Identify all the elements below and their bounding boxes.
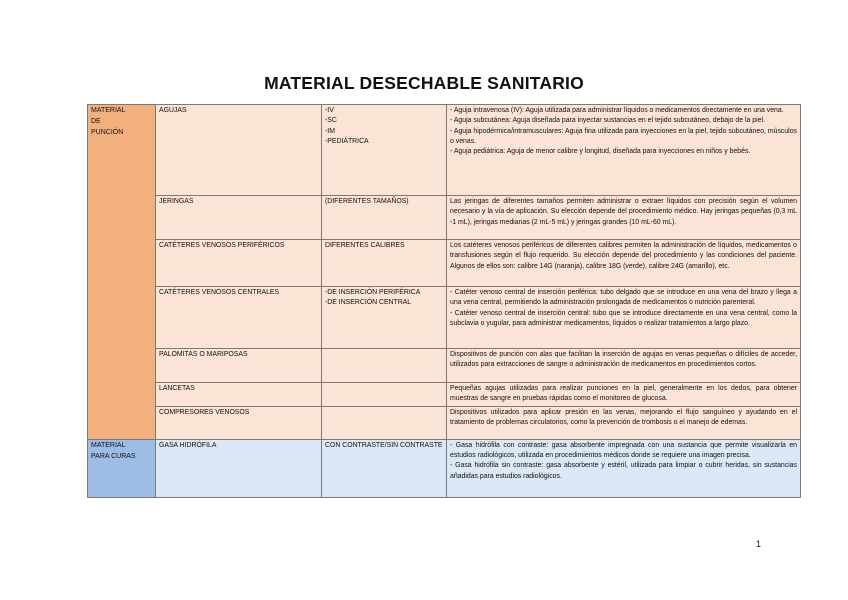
table-row: [88, 406, 801, 439]
material-table: [87, 104, 801, 498]
item-type: -PEDIÁTRICA: [325, 138, 369, 146]
table-row: [88, 349, 801, 383]
table-row: [88, 105, 801, 196]
item-type: -DE INSERCIÓN PERIFÉRICA: [325, 289, 421, 296]
table-body: [88, 105, 801, 498]
description-cell: [447, 196, 801, 240]
description-paragraph: Dispositivos de punción con alas que facilitan la inserción de agujas en venas pequeñas o difíciles de acceder, utilizados para extracciones de sangre o administración de medicamentos en procedimientos cortos.: [450, 351, 797, 369]
description-paragraph: - Aguja intravenosa (IV): Aguja utilizada para administrar líquidos o medicamentos directamente en una vena.: [450, 107, 784, 114]
item-types-cell: [322, 287, 447, 349]
item-type: -DE INSERCIÓN CENTRAL: [325, 299, 412, 307]
item-type: -IV: [325, 107, 334, 114]
description-cell: [447, 439, 801, 497]
item-name-cell: COMPRESORES VENOSOS: [156, 406, 322, 439]
description-paragraph: Pequeñas agujas utilizadas para realizar punciones en la piel, generalmente en los dedos, para obtener muestras de sangre en pruebas rápidas como el monitoreo de glucosa.: [450, 385, 797, 403]
category-label: PARA CURAS: [91, 452, 136, 460]
item-type: (DIFERENTES TAMAÑOS): [325, 198, 409, 205]
description-paragraph: - Aguja hipodérmica/intramusculares: Aguja fina utilizada para inyecciones en la piel, tejido subcutáneo, músculos o venas.: [450, 127, 797, 146]
description-paragraph: Las jeringas de diferentes tamaños permiten administrar o extraer líquidos con precisión según el volumen necesario y la vía de aplicación. Su elección depende del procedimiento médico. Hay jeringas pequeñas (0,3 mL -1 mL), jeringas medianas (2 mL-5 mL) y jeringas grandes (10 mL-60 mL).: [450, 198, 797, 226]
description-paragraph: Los catéteres venosos periféricos de diferentes calibres permiten la administración de líquidos, medicamentos o transfusiones según el flujo requerido. Su elección depende del procedimiento y las condiciones del paciente. Algunos de ellos son: calibre 14G (naranja), calibre 18G (verde), calibre 24G (amarillo), etc.: [450, 242, 797, 270]
description-cell: [447, 105, 801, 196]
description-paragraph: - Gasa hidrófila sin contraste: gasa absorbente y estéril, utilizada para limpiar o cubrir heridas, sin sustancias añadidas para estudios radiológicos.: [450, 462, 797, 480]
item-type: -IM: [325, 127, 335, 135]
item-types-cell: [322, 406, 447, 439]
item-types-cell: [322, 105, 447, 196]
category-label: PUNCIÓN: [91, 128, 124, 136]
item-type: DIFERENTES CALIBRES: [325, 242, 405, 249]
description-paragraph: - Gasa hidrófila con contraste: gasa absorbente impregnada con una sustancia que permite visualizarla en estudios radiológicos, utilizada en procedimientos médicos donde se requiere una imagen precisa.: [450, 441, 797, 460]
item-types-cell: [322, 349, 447, 383]
description-paragraph: - Aguja subcutánea: Aguja diseñada para inyectar sustancias en el tejido subcutáneo, debajo de la piel.: [450, 117, 765, 125]
item-name-cell: GASA HIDRÓFILA: [156, 439, 322, 497]
document-title: MATERIAL DESECHABLE SANITARIO: [264, 73, 584, 93]
item-name-cell: CATÉTERES VENOSOS PERIFÉRICOS: [156, 240, 322, 287]
category-label: MATERIAL: [91, 107, 126, 114]
description-cell: [447, 406, 801, 439]
description-paragraph: - Catéter venoso central de inserción central: tubo que se introduce directamente en una vena central, como la subclavia o yugular, para administrar medicamentos, líquidos o realizar tratamientos a largo plazo.: [450, 309, 797, 328]
category-cell: [88, 105, 156, 440]
item-name-cell: CATÉTERES VENOSOS CENTRALES: [156, 287, 322, 349]
item-name-cell: AGUJAS: [156, 105, 322, 196]
category-label: MATERIAL: [91, 441, 126, 449]
page-number: 1: [756, 539, 762, 549]
item-types-cell: [322, 240, 447, 287]
category-label: DE: [91, 117, 101, 125]
item-type: CON CONTRASTE/SIN CONTRASTE: [325, 441, 443, 449]
item-name-cell: PALOMITAS O MARIPOSAS: [156, 349, 322, 383]
table-row: [88, 240, 801, 287]
description-cell: [447, 240, 801, 287]
description-paragraph: Dispositivos utilizados para aplicar presión en las venas, mejorando el flujo sanguíneo y ayudando en el tratamiento de problemas circulatorios, como la prevención de trombosis o el manejo de edemas.: [450, 408, 797, 427]
description-cell: [447, 287, 801, 349]
item-name-cell: JERINGAS: [156, 196, 322, 240]
table-row: [88, 439, 801, 497]
description-cell: [447, 383, 801, 407]
item-name-cell: LANCETAS: [156, 383, 322, 407]
item-types-cell: [322, 439, 447, 497]
table-row: [88, 196, 801, 240]
item-types-cell: [322, 196, 447, 240]
description-paragraph: - Aguja pediátrica: Aguja de menor calibre y longitud, diseñada para inyecciones en niños y bebés.: [450, 148, 751, 156]
item-types-cell: [322, 383, 447, 407]
category-cell: [88, 439, 156, 497]
table-row: [88, 287, 801, 349]
item-type: -SC: [325, 117, 337, 125]
table-row: [88, 383, 801, 407]
description-paragraph: - Catéter venoso central de inserción periférica: tubo delgado que se introduce en una vena del brazo y llega a una vena central, permitiendo la administración prolongada de medicamentos o nutrición parenteral.: [450, 289, 797, 307]
description-cell: [447, 349, 801, 383]
